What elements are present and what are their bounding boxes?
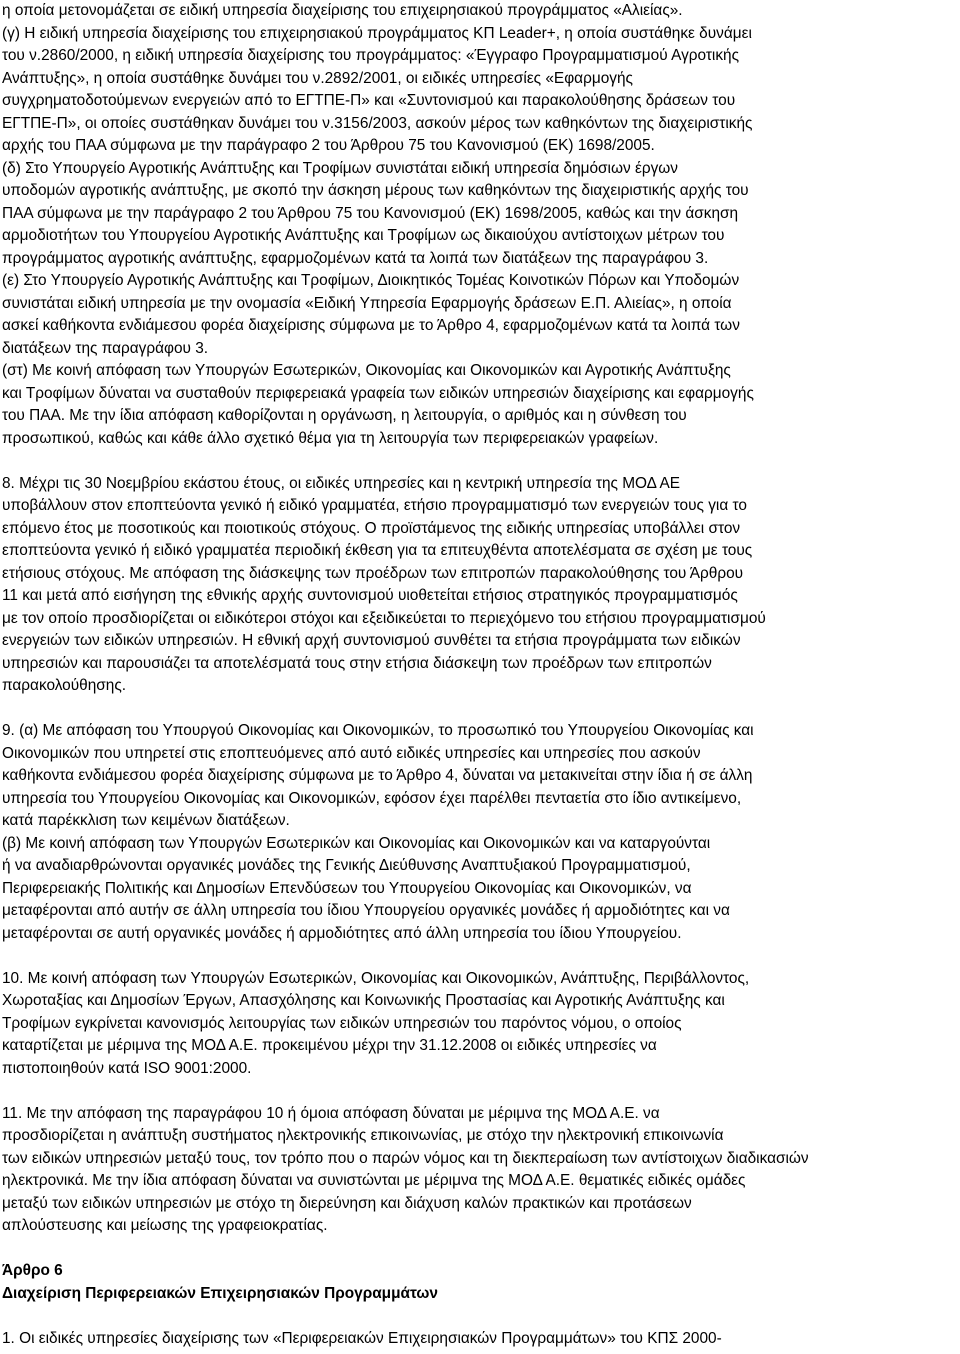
article-first-paragraph: 1. Οι ειδικές υπηρεσίες διαχείρισης των «Περιφερειακών Επιχειρησιακών Προγραμμάτων» του ΚΠΣ 2000- <box>2 1329 722 1347</box>
spacer <box>2 945 954 968</box>
text-line: συγχρηματοδοτούμενων ενεργειών από το ΕΓΤΠΕ-Π» και «Συντονισμού και παρακολούθησης δράσεων του <box>2 92 736 109</box>
paragraph-8 <box>2 473 954 698</box>
text-line: του ν.2860/2000, η ειδική υπηρεσία διαχείρισης του προγράμματος: «Έγγραφο Προγραμματισμού Αγροτικής <box>2 47 740 64</box>
text-line: (β) Με κοινή απόφαση των Υπουργών Εσωτερικών και Οικονομίας και Οικονομικών και να καταργούνται <box>2 834 711 852</box>
text-line: απλούστευσης και μείωσης της γραφειοκρατίας. <box>2 1217 328 1234</box>
paragraph-services-list <box>2 0 954 450</box>
text-line: προσωπικού, καθώς και κάθε άλλο σχετικό θέμα για τη λειτουργία των περιφερειακών γραφείων. <box>2 429 659 447</box>
text-line: μεταφέρονται σε αυτή οργανικές μονάδες ή αρμοδιότητες από άλλη υπηρεσία του ίδιου Υπουργείου. <box>2 924 682 942</box>
text-line: επόμενο έτος με ποσοτικούς και ποιοτικούς στόχους. Ο προϊστάμενος της ειδικής υπηρεσίας υποβάλλει στον <box>2 519 741 537</box>
text-line: αρχής του ΠΑΑ σύμφωνα με την παράγραφο 2 του Άρθρου 75 του Κανονισμού (ΕΚ) 1698/2005. <box>2 137 655 154</box>
text-line: πιστοποιηθούν κατά ISO 9001:2000. <box>2 1059 252 1077</box>
text-line: Ανάπτυξης», η οποία συστάθηκε δυνάμει του ν.2892/2001, οι ειδικές υπηρεσίες «Εφαρμογής <box>2 69 633 87</box>
text-line: Χωροταξίας και Δημοσίων Έργων, Απασχόλησης και Κοινωνικής Προστασίας και Αγροτικής Ανάπτυξης και <box>2 992 725 1009</box>
text-line: 8. Μέχρι τις 30 Νοεμβρίου εκάστου έτους, οι ειδικές υπηρεσίες και η κεντρική υπηρεσία της ΜΟΔ ΑΕ <box>2 474 681 492</box>
text-line: η οποία μετονομάζεται σε ειδική υπηρεσία διαχείρισης του επιχειρησιακού προγράμματος «Αλιείας». <box>2 2 683 19</box>
text-line: συνιστάται ειδική υπηρεσία με την ονομασία «Ειδική Υπηρεσία Εφαρμογής δράσεων Ε.Π. Αλιείας», η οποία <box>2 294 732 312</box>
text-line: υποβάλλουν στον εποπτεύοντα γενικό ή ειδικό γραμματέα, ετήσιο προγραμματισμό των ενεργειών τους για το <box>2 497 747 514</box>
text-line: κατά παρέκκλιση των κειμένων διατάξεων. <box>2 812 290 829</box>
text-line: παρακολούθησης. <box>2 677 127 694</box>
text-line: ασκεί καθήκοντα ενδιάμεσου φορέα διαχείρισης σύμφωνα με το Άρθρο 4, εφαρμοζομένων κατά τα λοιπά των <box>2 317 740 334</box>
spacer <box>2 1305 954 1328</box>
text-line: Περιφερειακής Πολιτικής και Δημοσίων Επενδύσεων του Υπουργείου Οικονομίας και Οικονομικών, να <box>2 879 692 897</box>
text-line: με τον οποίο προσδιορίζεται οι ειδικότεροι στόχοι και εξειδικεύεται το περιεχόμενο του ετήσιου προγραμματισμού <box>2 609 766 627</box>
text-line: των ειδικών υπηρεσιών μεταξύ τους, τον τρόπο που ο παρών νόμος και τη διεκπεραίωση των αντίστοιχων διαδικασιών <box>2 1149 809 1167</box>
spacer <box>2 1080 954 1103</box>
paragraph-9 <box>2 720 954 945</box>
text-line: ενεργειών των ειδικών υπηρεσιών. Η εθνική αρχή συντονισμού συνθέτει τα ετήσια προγράμματα των ειδικών <box>2 632 741 649</box>
text-line: του ΠΑΑ. Με την ίδια απόφαση καθορίζονται η οργάνωση, η λειτουργία, ο αριθμός και η σύνθεση του <box>2 407 687 424</box>
text-line: 11. Με την απόφαση της παραγράφου 10 ή όμοια απόφαση δύναται με μέριμνα της ΜΟΔ Α.Ε. να <box>2 1104 660 1122</box>
spacer <box>2 1238 954 1261</box>
text-line: καθήκοντα ενδιάμεσου φορέα διαχείρισης σύμφωνα με το Άρθρο 4, δύναται να μετακινείται στην ίδια ή σε άλλη <box>2 767 753 784</box>
text-line: 10. Με κοινή απόφαση των Υπουργών Εσωτερικών, Οικονομίας και Οικονομικών, Ανάπτυξης, Περιβάλλοντος, <box>2 969 750 987</box>
text-line: Τροφίμων εγκρίνεται κανονισμός λειτουργίας των ειδικών υπηρεσιών του παρόντος νόμου, ο οποίος <box>2 1014 682 1032</box>
text-line: (στ) Με κοινή απόφαση των Υπουργών Εσωτερικών, Οικονομίας και Οικονομικών και Αγροτικής Ανάπτυξης <box>2 362 731 379</box>
text-line: προσδιορίζεται η ανάπτυξη συστήματος ηλεκτρονικής επικοινωνίας, με στόχο την ηλεκτρονική επικοινωνία <box>2 1127 724 1144</box>
paragraph-11 <box>2 1103 954 1238</box>
text-line: ετήσιους στόχους. Με απόφαση της διάσκεψης των προέδρων των επιτροπών παρακολούθησης του Άρθρου <box>2 564 744 582</box>
text-line: (γ) Η ειδική υπηρεσία διαχείρισης του επιχειρησιακού προγράμματος ΚΠ Leader+, η οποία συστάθηκε δυνάμει <box>2 24 752 42</box>
text-line: ή να αναδιαρθρώνονται οργανικές μονάδες της Γενικής Διεύθυνσης Αναπτυξιακού Προγραμματισμού, <box>2 857 691 874</box>
spacer <box>2 698 954 721</box>
text-line: 11 και μετά από εισήγηση της εθνικής αρχής συντονισμού υιοθετείται ετήσιος στρατηγικός προγραμματισμός <box>2 587 738 604</box>
paragraph-10 <box>2 968 954 1081</box>
text-line: υπηρεσιών και παρουσιάζει τα αποτελέσματά τους στην ετήσια διάσκεψη των προέδρων των επιτροπών <box>2 654 712 672</box>
text-line: και Τροφίμων δύναται να συσταθούν περιφερειακά γραφεία των ειδικών υπηρεσιών διαχείρισης και εφαρμογής <box>2 384 754 402</box>
text-line: προγράμματος αγροτικής ανάπτυξης, εφαρμοζομένων κατά τα λοιπά των διατάξεων της παραγράφου 3. <box>2 249 709 267</box>
text-line: υπηρεσία του Υπουργείου Οικονομίας και Οικονομικών, εφόσον έχει παρέλθει πενταετία στο ίδιο αντικείμενο, <box>2 789 742 807</box>
text-line: (δ) Στο Υπουργείο Αγροτικής Ανάπτυξης και Τροφίμων συνιστάται ειδική υπηρεσία δημόσιων έργων <box>2 159 678 177</box>
text-line: διατάξεων της παραγράφου 3. <box>2 339 209 357</box>
text-line: μεταξύ των ειδικών υπηρεσιών με στόχο τη διερεύνηση και διάχυση καλών πρακτικών και προτάσεων <box>2 1194 692 1212</box>
article-title: Διαχείριση Περιφερειακών Επιχειρησιακών Προγραμμάτων <box>2 1284 438 1302</box>
spacer <box>2 450 954 473</box>
text-line: καταρτίζεται με μέριμνα της ΜΟΔ Α.Ε. προκειμένου μέχρι την 31.12.2008 οι ειδικές υπηρεσίες να <box>2 1037 657 1054</box>
text-line: μεταφέρονται από αυτήν σε άλλη υπηρεσία του ίδιου Υπουργείου οργανικές μονάδες ή αρμοδιότητες και να <box>2 902 730 919</box>
text-line: ηλεκτρονικά. Με την ίδια απόφαση δύναται να συνιστώνται με μέριμνα της ΜΟΔ Α.Ε. θεματικές ειδικές ομάδες <box>2 1172 746 1189</box>
article-heading: Άρθρο 6 <box>2 1262 63 1279</box>
text-line: υποδομών αγροτικής ανάπτυξης, με σκοπό την άσκηση μέρους των καθηκόντων της διαχειριστικής αρχής του <box>2 182 749 199</box>
text-line: αρμοδιοτήτων του Υπουργείου Αγροτικής Ανάπτυξης και Τροφίμων ως δικαιούχου αντίστοιχων μέτρων του <box>2 227 725 244</box>
text-line: 9. (α) Με απόφαση του Υπουργού Οικονομίας και Οικονομικών, το προσωπικό του Υπουργείου Οικονομίας και <box>2 722 754 739</box>
text-line: Οικονομικών που υπηρετεί στις εποπτευόμενες από αυτό ειδικές υπηρεσίες και υπηρεσίες που ασκούν <box>2 744 701 762</box>
text-line: (ε) Στο Υπουργείο Αγροτικής Ανάπτυξης και Τροφίμων, Διοικητικός Τομέας Κοινοτικών Πόρων και Υποδομών <box>2 272 740 289</box>
text-line: εποπτεύοντα γενικό ή ειδικό γραμματέα περιοδική έκθεση για τα επιτευχθέντα αποτελέσματα σε σχέση με τους <box>2 542 753 559</box>
text-line: ΠΑΑ σύμφωνα με την παράγραφο 2 του Άρθρου 75 του Κανονισμού (ΕΚ) 1698/2005, καθώς και την άσκηση <box>2 204 739 222</box>
text-line: ΕΓΤΠΕ-Π», οι οποίες συστάθηκαν δυνάμει του ν.3156/2003, ασκούν μέρος των καθηκόντων της διαχειριστικής <box>2 114 753 132</box>
